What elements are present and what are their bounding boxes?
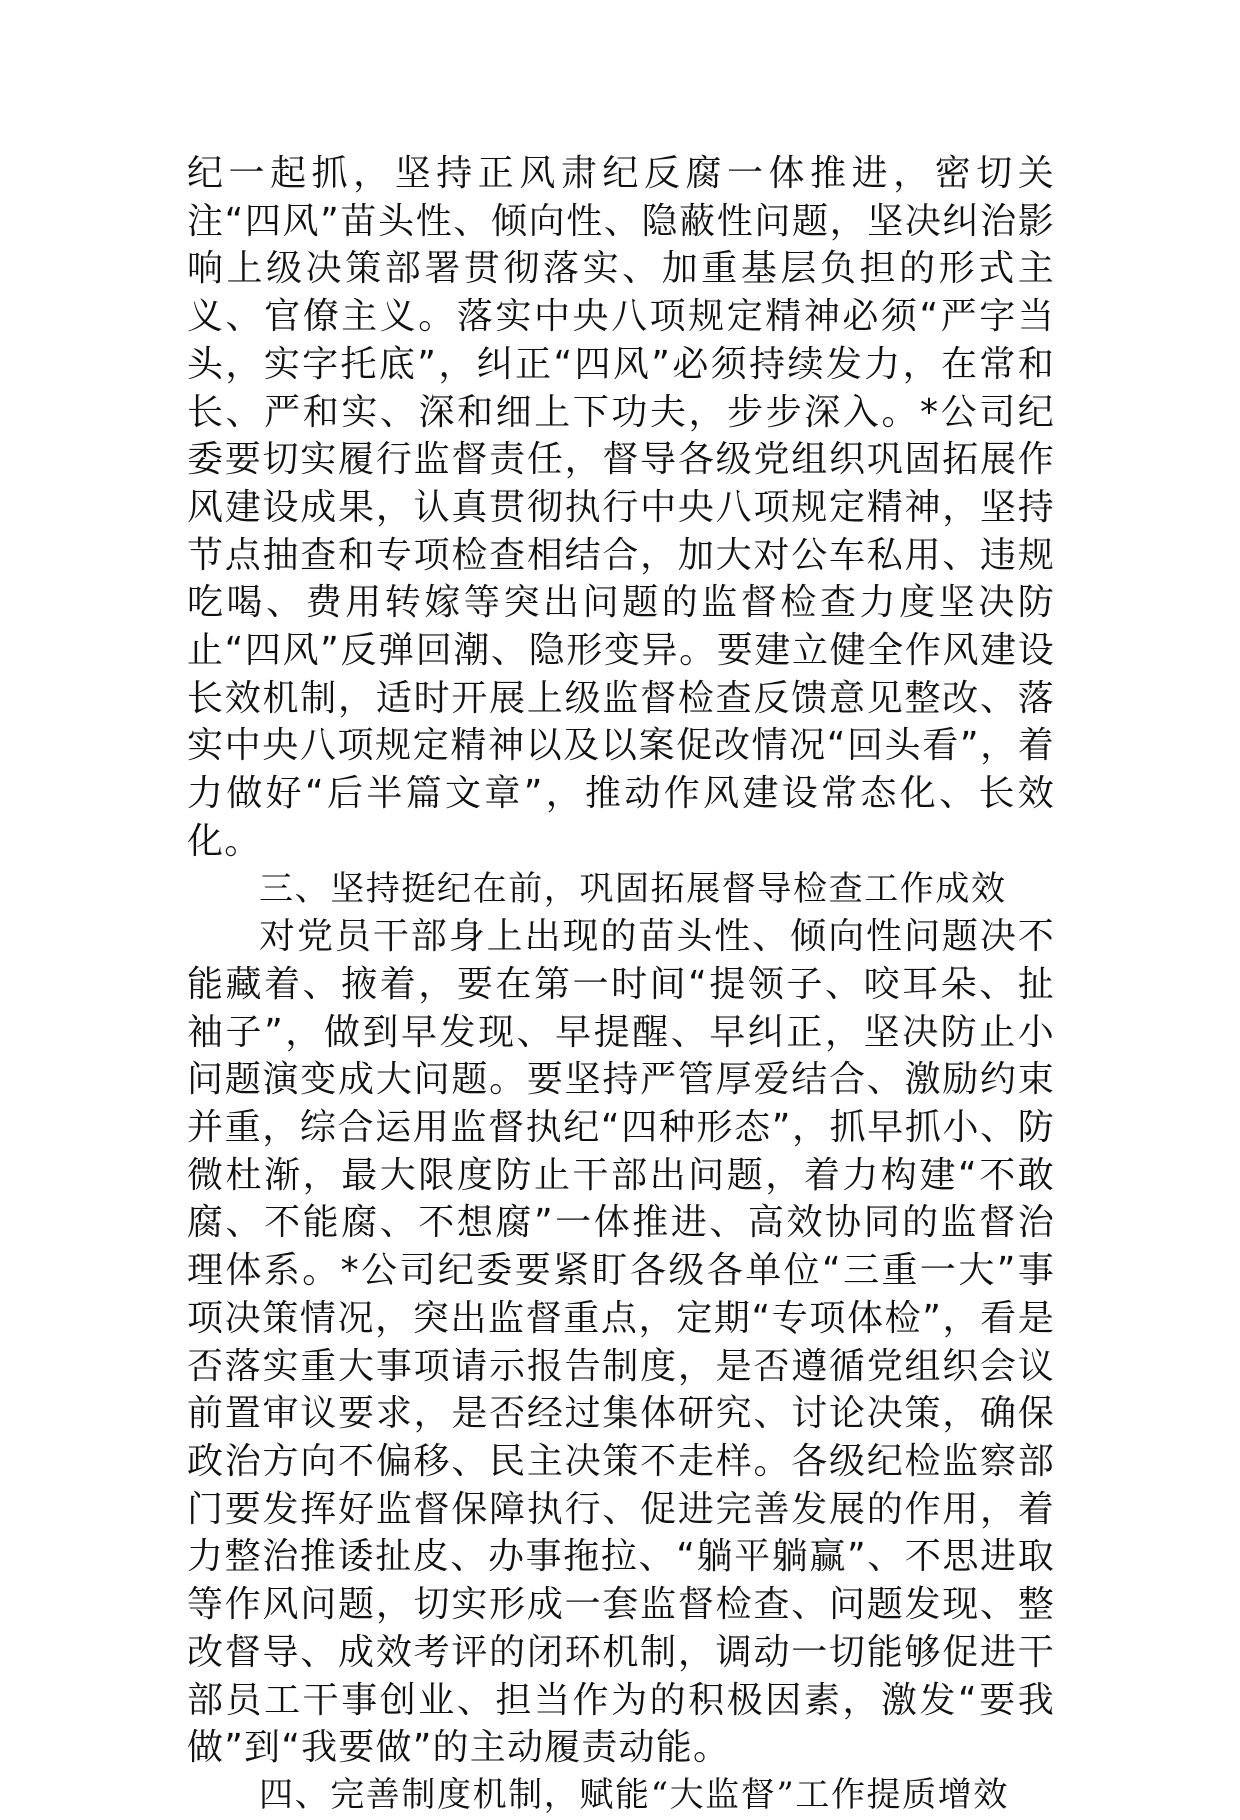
- body-paragraph-continued: 纪一起抓，坚持正风肃纪反腐一体推进，密切关注“四风”苗头性、倾向性、隐蔽性问题，坚决纠治影响上级决策部署贯彻落实、加重基层负担的形式主义、官僚主义。落实中央八项规定精神必须“严字当头，实字托底”，纠正“四风”必须持续发力，在常和长、严和实、深和细上下功夫，步步深入。*公司纪委要切实履行监督责任，督导各级党组织巩固拓展作风建设成果，认真贯彻执行中央八项规定精神，坚持节点抽查和专项检查相结合，加大对公车私用、违规吃喝、费用转嫁等突出问题的监督检查力度坚决防止“四风”反弹回潮、隐形变异。要建立健全作风建设长效机制，适时开展上级监督检查反馈意见整改、落实中央八项规定精神以及以案促改情况“回头看”，着力做好“后半篇文章”，推动作风建设常态化、长效化。: [187, 153, 1055, 862]
- section-heading-4: 四、完善制度机制，赋能“大监督”工作提质增效: [259, 1774, 1009, 1815]
- section-heading-3: 三、坚持挺纪在前，巩固拓展督导检查工作成效: [259, 868, 1007, 909]
- document-page: [187, 150, 1055, 1820]
- body-paragraph-section-3: 对党员干部身上出现的苗头性、倾向性问题决不能藏着、掖着，要在第一时间“提领子、咬耳朵、扯袖子”，做到早发现、早提醒、早纠正，坚决防止小问题演变成大问题。要坚持严管厚爱结合、激励约束并重，综合运用监督执纪“四种形态”，抓早抓小、防微杜渐，最大限度防止干部出问题，着力构建“不敢腐、不能腐、不想腐”一体推进、高效协同的监督治理体系。*公司纪委要紧盯各级各单位“三重一大”事项决策情况，突出监督重点，定期“专项体检”，看是否落实重大事项请示报告制度，是否遵循党组织会议前置审议要求，是否经过集体研究、讨论决策，确保政治方向不偏移、民主决策不走样。各级纪检监察部门要发挥好监督保障执行、促进完善发展的作用，着力整治推诿扯皮、办事拖拉、“躺平躺赢”、不思进取等作风问题，切实形成一套监督检查、问题发现、整改督导、成效考评的闭环机制，调动一切能够促进干部员工干事创业、担当作为的积极因素，激发“要我做”到“我要做”的主动履责动能。: [187, 916, 1055, 1769]
